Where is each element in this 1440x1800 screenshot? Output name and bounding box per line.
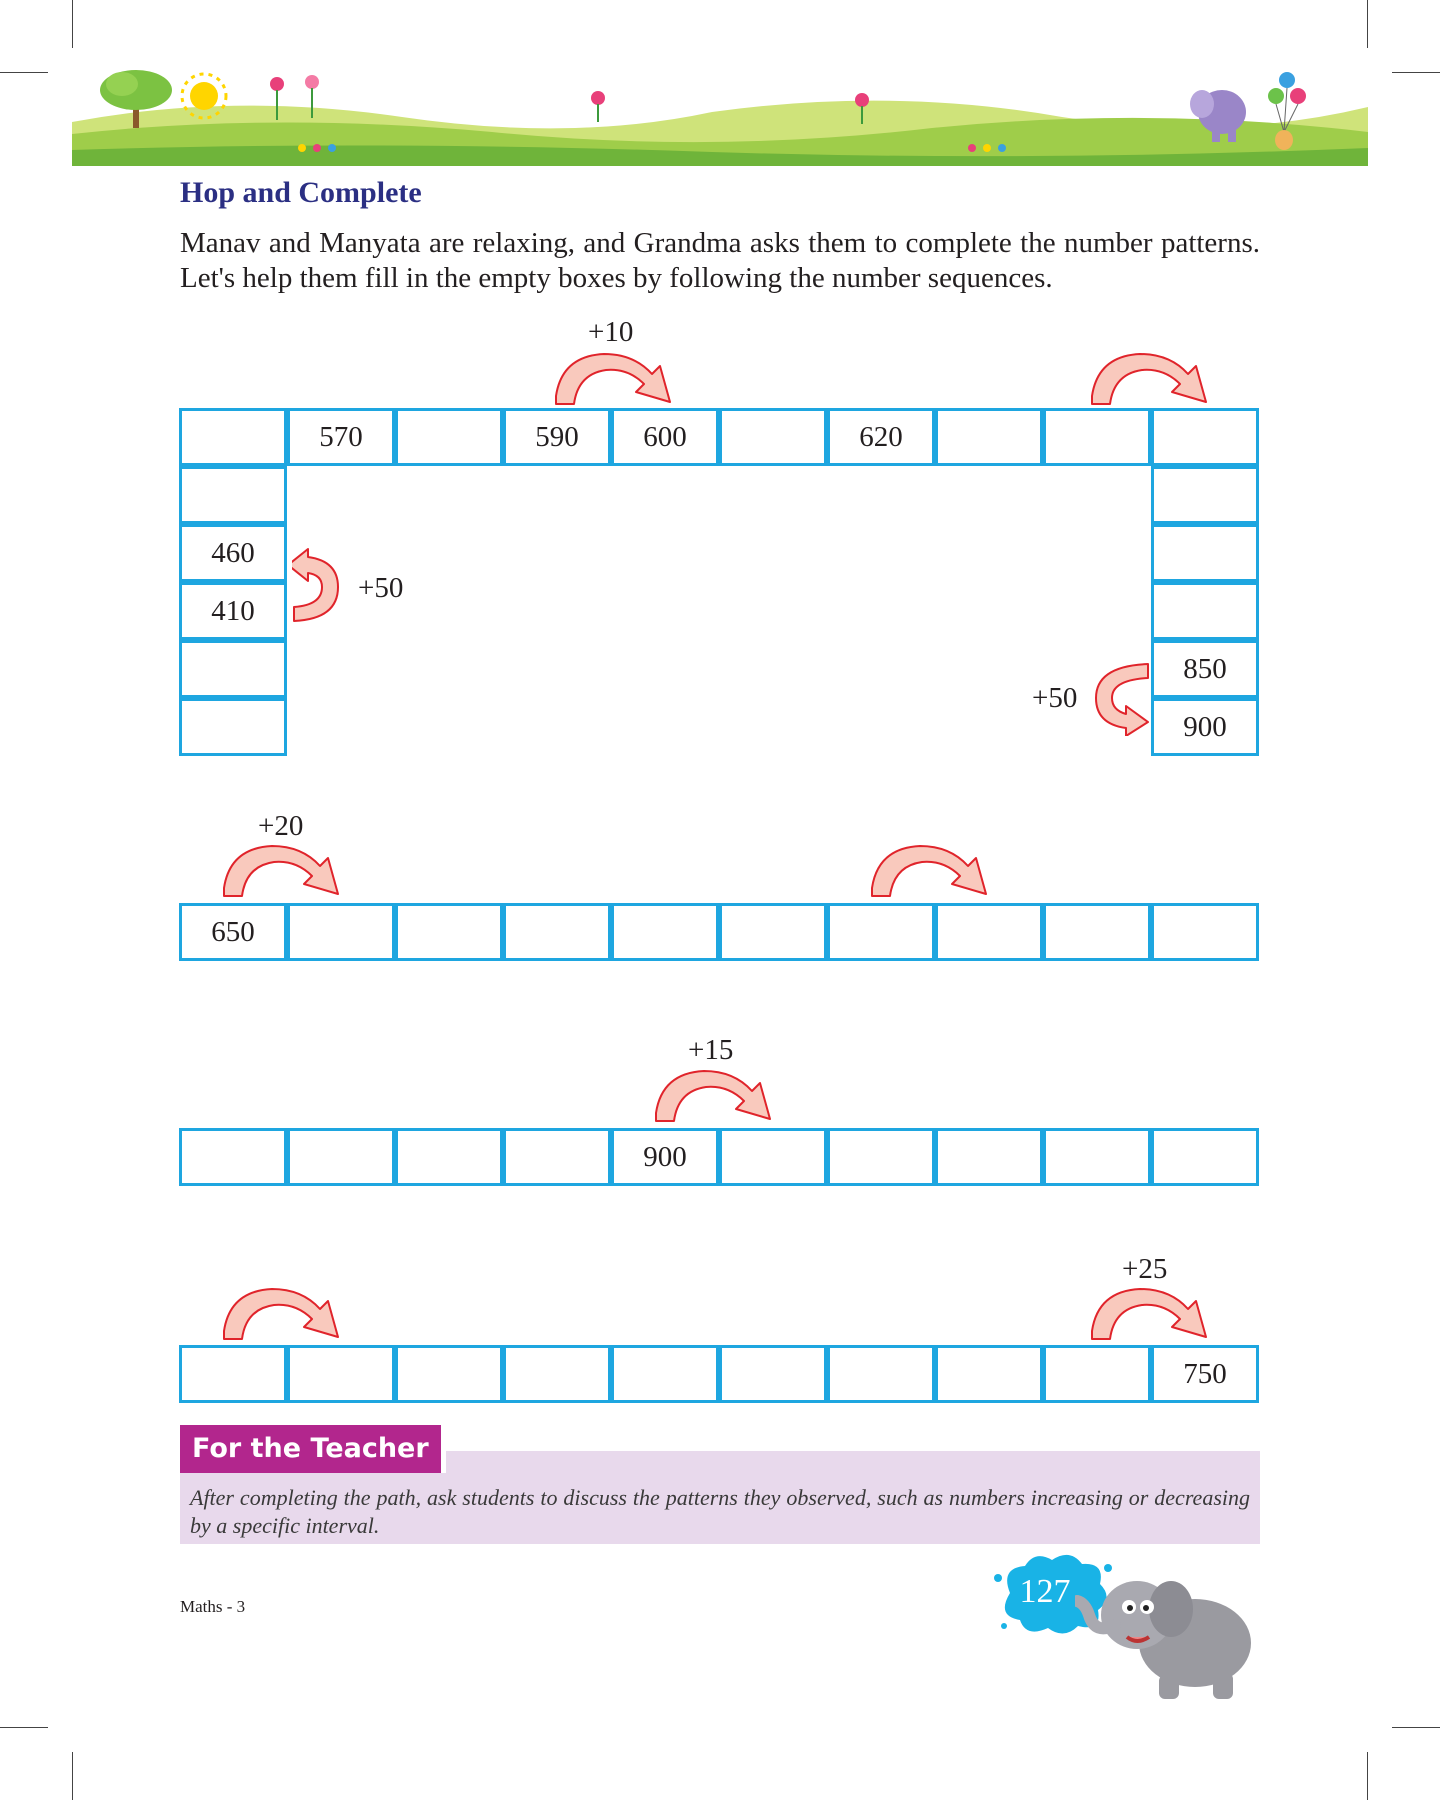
- crop-mark: [1392, 1727, 1440, 1728]
- instructions: Manav and Manyata are relaxing, and Grandma asks them to complete the number patterns. Let's help them fill in the empty boxes by following the number sequences.: [180, 227, 1260, 294]
- answer-box[interactable]: [935, 1128, 1043, 1186]
- answer-box[interactable]: [179, 1128, 287, 1186]
- crop-mark: [72, 1752, 73, 1800]
- answer-box[interactable]: [395, 1128, 503, 1186]
- answer-box[interactable]: [827, 1345, 935, 1403]
- answer-box[interactable]: 900: [611, 1128, 719, 1186]
- crop-mark: [1392, 72, 1440, 73]
- answer-box[interactable]: [395, 408, 503, 466]
- answer-box[interactable]: [827, 903, 935, 961]
- answer-box[interactable]: [1151, 903, 1259, 961]
- answer-box[interactable]: [179, 698, 287, 756]
- hop-arrow-icon: [220, 1285, 350, 1341]
- page-number: 127: [1019, 1573, 1071, 1610]
- answer-box[interactable]: [503, 903, 611, 961]
- hop-arrow-icon: [1090, 660, 1150, 736]
- crop-mark: [1367, 1752, 1368, 1800]
- answer-box[interactable]: [1151, 524, 1259, 582]
- answer-box[interactable]: [935, 408, 1043, 466]
- crop-mark: [0, 72, 48, 73]
- answer-box[interactable]: [935, 1345, 1043, 1403]
- answer-box[interactable]: [611, 903, 719, 961]
- answer-box[interactable]: [719, 903, 827, 961]
- answer-box[interactable]: [1151, 1128, 1259, 1186]
- page-title: Hop and Complete: [180, 176, 422, 209]
- hop-arrow-icon: [220, 842, 350, 898]
- teacher-note-heading: For the Teacher: [180, 1425, 446, 1473]
- hop-label: +25: [1122, 1253, 1168, 1285]
- answer-box[interactable]: [1151, 408, 1259, 466]
- answer-box[interactable]: 570: [287, 408, 395, 466]
- answer-box[interactable]: [1043, 1128, 1151, 1186]
- answer-box[interactable]: [503, 1128, 611, 1186]
- answer-box[interactable]: [395, 903, 503, 961]
- answer-box[interactable]: [503, 1345, 611, 1403]
- hop-label: +10: [588, 316, 634, 348]
- header-banner: [72, 62, 1368, 166]
- hop-label: +50: [1032, 682, 1078, 714]
- answer-box[interactable]: [719, 408, 827, 466]
- answer-box[interactable]: [719, 1345, 827, 1403]
- answer-box[interactable]: [827, 1128, 935, 1186]
- hop-arrow-icon: [652, 1067, 782, 1123]
- answer-box[interactable]: [287, 903, 395, 961]
- answer-box[interactable]: 750: [1151, 1345, 1259, 1403]
- answer-box[interactable]: 850: [1151, 640, 1259, 698]
- crop-mark: [1367, 0, 1368, 48]
- teacher-note-text: After completing the path, ask students to discuss the patterns they observed, such as numbers increasing or decreasing by a specific interval.: [190, 1485, 1250, 1538]
- answer-box[interactable]: 900: [1151, 698, 1259, 756]
- answer-box[interactable]: [287, 1345, 395, 1403]
- hop-arrow-icon: [868, 842, 998, 898]
- answer-box[interactable]: [179, 1345, 287, 1403]
- hop-arrow-icon: [1088, 1285, 1218, 1341]
- hop-label: +20: [258, 810, 304, 842]
- hop-arrow-icon: [292, 545, 342, 625]
- footer-subject: Maths - 3: [180, 1597, 246, 1616]
- answer-box[interactable]: 600: [611, 408, 719, 466]
- answer-box[interactable]: 620: [827, 408, 935, 466]
- answer-box[interactable]: [935, 903, 1043, 961]
- answer-box[interactable]: [1043, 1345, 1151, 1403]
- answer-box[interactable]: [611, 1345, 719, 1403]
- answer-box[interactable]: [179, 640, 287, 698]
- hop-arrow-icon: [552, 350, 682, 406]
- answer-box[interactable]: [179, 408, 287, 466]
- answer-box[interactable]: [1043, 408, 1151, 466]
- answer-box[interactable]: 410: [179, 582, 287, 640]
- hop-label: +15: [688, 1034, 734, 1066]
- answer-box[interactable]: [1151, 466, 1259, 524]
- answer-box[interactable]: [179, 466, 287, 524]
- answer-box[interactable]: [395, 1345, 503, 1403]
- hop-arrow-icon: [1088, 350, 1218, 406]
- answer-box[interactable]: 650: [179, 903, 287, 961]
- answer-box[interactable]: [1043, 903, 1151, 961]
- elephant-icon: [1075, 1565, 1265, 1705]
- answer-box[interactable]: 460: [179, 524, 287, 582]
- crop-mark: [0, 1727, 48, 1728]
- crop-mark: [72, 0, 73, 48]
- answer-box[interactable]: [719, 1128, 827, 1186]
- answer-box[interactable]: [1151, 582, 1259, 640]
- hop-label: +50: [358, 572, 404, 604]
- answer-box[interactable]: 590: [503, 408, 611, 466]
- answer-box[interactable]: [287, 1128, 395, 1186]
